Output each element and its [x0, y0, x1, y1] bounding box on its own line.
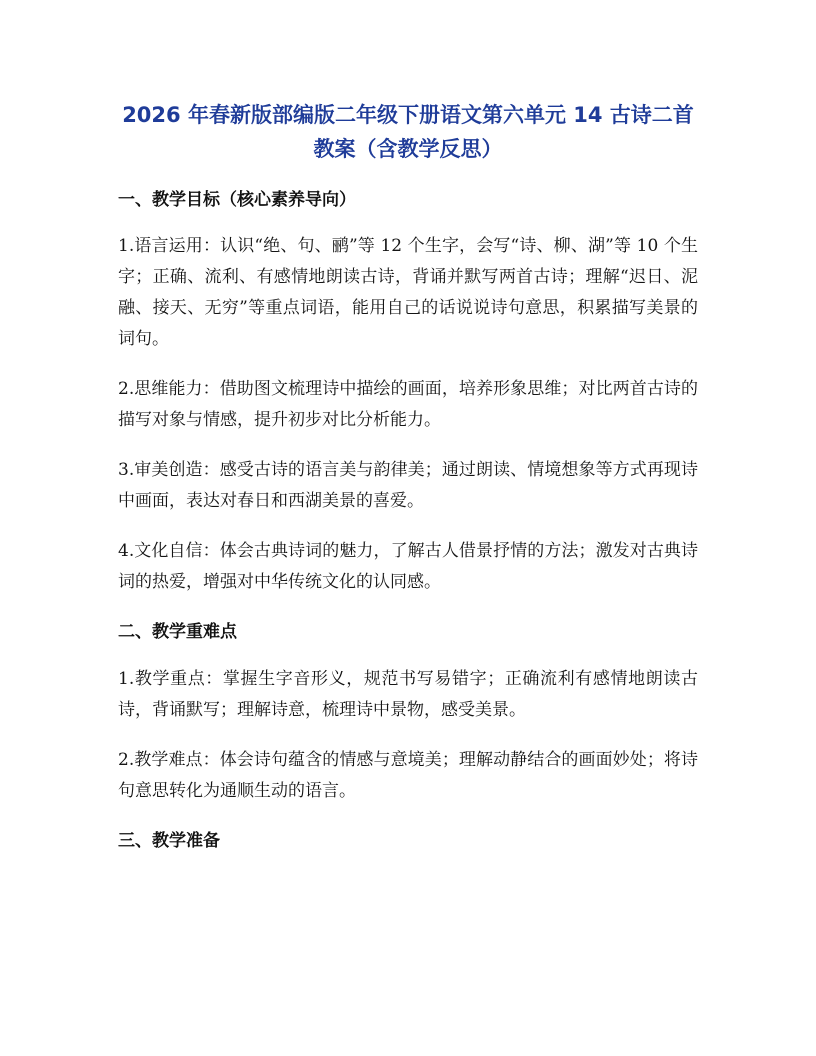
section-heading-objectives: 一、教学目标（核心素养导向） [118, 190, 356, 210]
key-point-item-difficulty: 2.教学难点：体会诗句蕴含的情感与意境美；理解动静结合的画面妙处；将诗句意思转化为通顺生动的语言。 [118, 750, 698, 801]
objective-item-aesthetic: 3.审美创造：感受古诗的语言美与韵律美；通过朗读、情境想象等方式再现诗中画面，表达对春日和西湖美景的喜爱。 [118, 460, 698, 511]
objective-item-language: 1.语言运用：认识“绝、句、鹂”等 12 个生字，会写“诗、柳、湖”等 10 个生字；正确、流利、有感情地朗读古诗，背诵并默写两首古诗；理解“迟日、泥融、接天、无穷”等重点词语，能用自己的话说说诗句意思，积累描写美景的词句。 [118, 236, 698, 349]
section-heading-key-points: 二、教学重难点 [118, 622, 237, 642]
key-point-item-focus: 1.教学重点：掌握生字音形义，规范书写易错字；正确流利有感情地朗读古诗，背诵默写；理解诗意，梳理诗中景物，感受美景。 [118, 669, 698, 720]
section-heading-preparation: 三、教学准备 [118, 831, 220, 851]
objective-item-thinking: 2.思维能力：借助图文梳理诗中描绘的画面，培养形象思维；对比两首古诗的描写对象与情感，提升初步对比分析能力。 [118, 379, 698, 430]
document-title-line-1: 2026 年春新版部编版二年级下册语文第六单元 14 古诗二首 [122, 103, 694, 127]
document-title [118, 98, 698, 166]
document-title-line-2: 教案（含教学反思） [313, 137, 503, 161]
objective-item-culture: 4.文化自信：体会古典诗词的魅力，了解古人借景抒情的方法；激发对古典诗词的热爱，增强对中华传统文化的认同感。 [118, 541, 698, 592]
